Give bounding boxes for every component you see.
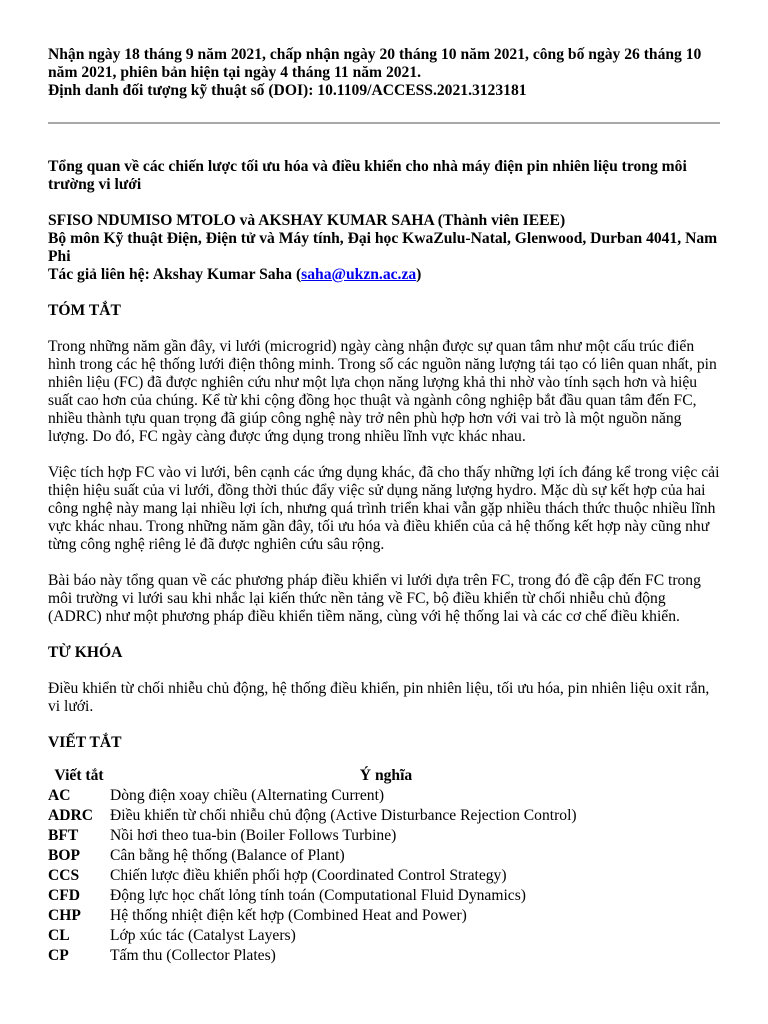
meaning-cell: Nồi hơi theo tua-bin (Boiler Follows Turbine): [110, 827, 397, 844]
meaning-cell: Điều khiển từ chối nhiễu chủ động (Active Disturbance Rejection Control): [110, 807, 577, 824]
table-row: [48, 786, 662, 806]
meaning-cell: Lớp xúc tác (Catalyst Layers): [110, 927, 296, 944]
abstract-heading: TÓM TẮT: [48, 302, 121, 319]
abbr-column-header: Viết tắt: [54, 767, 104, 784]
affiliation: Bộ môn Kỹ thuật Điện, Điện tử và Máy tính, Đại học KwaZulu-Natal, Glenwood, Durban 4041, Nam Phi: [48, 230, 718, 265]
header-divider: [48, 122, 720, 124]
abbr-cell: ADRC: [48, 807, 94, 824]
table-row: [48, 846, 662, 866]
keywords-text: Điều khiển từ chối nhiễu chủ động, hệ thống điều khiển, pin nhiên liệu, tối ưu hóa, pin nhiên liệu oxit rắn, vi lưới.: [48, 680, 710, 715]
received-dates: Nhận ngày 18 tháng 9 năm 2021, chấp nhận ngày 20 tháng 10 năm 2021, công bố ngày 26 tháng 10 năm 2021, phiên bản hiện tại ngày 4 tháng 11 năm 2021.: [48, 46, 702, 81]
table-row: [48, 886, 662, 906]
meaning-cell: Chiến lược điều khiển phối hợp (Coordinated Control Strategy): [110, 867, 507, 884]
abbr-cell: CHP: [48, 907, 81, 924]
corresponding-author: [48, 266, 720, 284]
abbreviations-table: [48, 766, 662, 966]
meaning-cell: Hệ thống nhiệt điện kết hợp (Combined Heat and Power): [110, 907, 467, 924]
authors: SFISO NDUMISO MTOLO và AKSHAY KUMAR SAHA (Thành viên IEEE): [48, 212, 566, 229]
abbr-cell: CFD: [48, 887, 81, 904]
abbr-cell: CP: [48, 947, 69, 964]
abbr-cell: BFT: [48, 827, 79, 844]
abstract-paragraph-2: Việc tích hợp FC vào vi lưới, bên cạnh các ứng dụng khác, đã cho thấy những lợi ích đáng kể trong việc cải thiện hiệu suất của vi lưới, đồng thời thúc đẩy việc sử dụng năng lượng hydro. Mặc dù sự kết hợp của hai công nghệ này mang lại nhiều lợi ích, nhưng quá trình triển khai vẫn gặp nhiều thách thức thuộc nhiều lĩnh vực khác nhau. Trong những năm gần đây, tối ưu hóa và điều khiển của cả hệ thống kết hợp này cũng như từng công nghệ riêng lẻ đã được nghiên cứu sâu rộng.: [48, 464, 720, 553]
doi-line: Định danh đối tượng kỹ thuật số (DOI): 10.1109/ACCESS.2021.3123181: [48, 82, 527, 99]
meaning-cell: Tấm thu (Collector Plates): [110, 947, 276, 964]
corresponding-prefix: Tác giả liên hệ: Akshay Kumar Saha (: [48, 266, 302, 283]
abbr-cell: AC: [48, 787, 71, 804]
table-row: [48, 826, 662, 846]
corresponding-suffix: ): [416, 266, 422, 283]
abbreviations-header-row: [48, 766, 662, 786]
paper-page: [48, 46, 720, 966]
table-row: [48, 906, 662, 926]
paper-title: Tổng quan về các chiến lược tối ưu hóa và điều khiển cho nhà máy điện pin nhiên liệu trong môi trường vi lưới: [48, 158, 687, 193]
meaning-cell: Dòng điện xoay chiều (Alternating Current): [110, 787, 385, 804]
publication-history: [48, 46, 720, 100]
table-row: [48, 866, 662, 886]
abbr-cell: CCS: [48, 867, 80, 884]
meaning-cell: Động lực học chất lỏng tính toán (Computational Fluid Dynamics): [110, 887, 526, 904]
keywords-heading: TỪ KHÓA: [48, 644, 123, 661]
abbr-cell: BOP: [48, 847, 81, 864]
meaning-cell: Cân bằng hệ thống (Balance of Plant): [110, 847, 345, 864]
abbr-cell: CL: [48, 927, 70, 944]
table-row: [48, 946, 662, 966]
corresponding-email-link[interactable]: saha@ukzn.ac.za: [301, 266, 417, 283]
table-row: [48, 926, 662, 946]
abstract-paragraph-3: Bài báo này tổng quan về các phương pháp điều khiển vi lưới dựa trên FC, trong đó đề cập đến FC trong môi trường vi lưới sau khi nhắc lại kiến thức nền tảng về FC, bộ điều khiển từ chối nhiễu chủ động (ADRC) như một phương pháp điều khiển tiềm năng, cùng với hệ thống lai và các cơ chế điều khiển.: [48, 572, 701, 625]
table-row: [48, 806, 662, 826]
abbreviations-heading: VIẾT TẮT: [48, 734, 122, 751]
author-block: [48, 212, 720, 284]
meaning-column-header: Ý nghĩa: [359, 767, 413, 784]
abstract-paragraph-1: Trong những năm gần đây, vi lưới (microgrid) ngày càng nhận được sự quan tâm như một cấu trúc điển hình trong các hệ thống lưới điện thông minh. Trong số các nguồn năng lượng tái tạo có liên quan nhất, pin nhiên liệu (FC) đã được nghiên cứu như một lựa chọn năng lượng khả thi nhờ vào tính sạch hơn và hiệu suất cao hơn của chúng. Kể từ khi cộng đồng học thuật và ngành công nghiệp bắt đầu quan tâm đến FC, nhiều thành tựu quan trọng đã giúp công nghệ này trở nên phù hợp hơn với vai trò là một nguồn năng lượng. Do đó, FC ngày càng được ứng dụng trong nhiều lĩnh vực khác nhau.: [48, 338, 717, 445]
